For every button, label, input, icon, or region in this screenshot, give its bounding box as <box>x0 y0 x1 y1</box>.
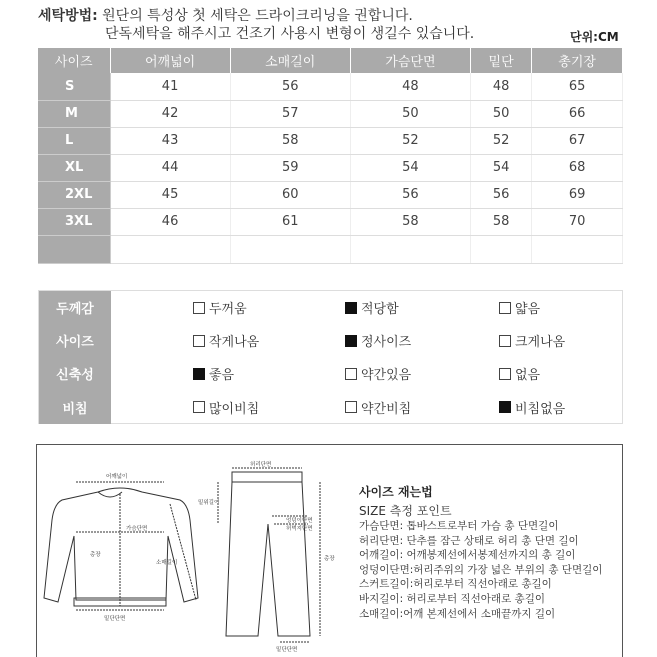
feel-option <box>345 291 399 324</box>
table-row <box>38 154 623 181</box>
feel-option <box>345 390 411 424</box>
table-cell: 58 <box>350 208 470 235</box>
sweater-label-length: 총장 <box>90 552 101 558</box>
table-cell: 66 <box>532 100 623 127</box>
table-cell <box>470 235 531 263</box>
row-size: M <box>38 100 110 127</box>
table-cell: 54 <box>470 154 531 181</box>
feel-row-sheer <box>39 390 622 424</box>
guide-line: 엉덩이단면:허리주위의 가장 넓은 부위의 총 단면길이 <box>359 563 603 576</box>
col-chest: 가슴단면 <box>350 48 470 73</box>
table-cell: 61 <box>230 208 350 235</box>
table-cell: 56 <box>230 73 350 100</box>
checkbox-icon <box>193 401 205 413</box>
feel-option-text: 적당함 <box>361 302 399 317</box>
sweater-label-chest: 가슴단면 <box>126 526 148 532</box>
row-size: S <box>38 73 110 100</box>
sweater-label-hem: 밑단단면 <box>104 616 126 622</box>
feel-option <box>499 324 565 357</box>
feel-option <box>345 357 411 390</box>
col-length: 총기장 <box>532 48 623 73</box>
feel-option-text: 비침없음 <box>515 401 566 417</box>
table-cell: 44 <box>110 154 230 181</box>
checkbox-icon <box>345 302 357 314</box>
sweater-label-sleeve: 소매길이 <box>156 560 178 566</box>
feel-option <box>499 357 540 390</box>
table-row <box>38 73 623 100</box>
pants-label-hem: 밑단단면 <box>276 647 298 653</box>
table-cell: 41 <box>110 73 230 100</box>
table-cell: 48 <box>350 73 470 100</box>
row-size: L <box>38 127 110 154</box>
feel-option <box>193 291 247 324</box>
table-cell: 42 <box>110 100 230 127</box>
table-row <box>38 181 623 208</box>
pants-label-waist: 허리단면 <box>250 462 272 468</box>
measurement-diagram <box>40 460 350 655</box>
checkbox-icon <box>193 335 205 347</box>
guide-line: 소매길이:어깨 본제선에서 소매끝까지 길이 <box>359 607 556 620</box>
feel-option <box>499 291 540 324</box>
feel-option-text: 많이비침 <box>209 401 260 417</box>
feel-option-text: 정사이즈 <box>361 335 412 350</box>
guide-line: 스커트길이:허리로부터 직선아래로 총길이 <box>359 578 552 591</box>
table-cell <box>110 235 230 263</box>
feel-label: 두께감 <box>39 291 111 324</box>
table-cell: 43 <box>110 127 230 154</box>
guide-line: 허리단면: 단추를 잠근 상태로 허리 총 단면 길이 <box>359 534 579 547</box>
table-cell <box>230 235 350 263</box>
checkbox-icon <box>499 335 511 347</box>
feel-option-text: 얇음 <box>515 302 541 317</box>
sweater-label-shoulder: 어깨넓이 <box>106 474 128 480</box>
table-cell: 58 <box>470 208 531 235</box>
table-cell <box>532 235 623 263</box>
checkbox-icon <box>345 335 357 347</box>
table-row <box>38 127 623 154</box>
feel-option-text: 좋음 <box>209 368 235 383</box>
feel-option <box>499 390 565 424</box>
guide-line: 가슴단면: 톱바스트로부터 가슴 총 단면길이 <box>359 520 559 532</box>
sweater-illustration <box>44 482 198 610</box>
table-cell: 54 <box>350 154 470 181</box>
size-table <box>38 48 623 264</box>
care-note-line1 <box>38 6 413 26</box>
col-hem: 밑단 <box>470 48 531 73</box>
feel-option <box>193 357 234 390</box>
col-sleeve: 소매길이 <box>230 48 350 73</box>
col-size: 사이즈 <box>38 48 110 73</box>
unit-label: 단위:CM <box>570 30 619 44</box>
pants-label-rise: 밑위길이 <box>198 500 220 506</box>
checkbox-icon <box>345 401 357 413</box>
table-cell: 52 <box>470 127 531 154</box>
care-text-1: 원단의 특성상 첫 세탁은 드라이크리닝을 권합니다. <box>97 8 413 24</box>
feel-label: 사이즈 <box>39 324 111 357</box>
table-cell <box>350 235 470 263</box>
table-cell: 57 <box>230 100 350 127</box>
guide-line: 바지길이: 허리로부터 직선아래로 총길이 <box>359 592 545 605</box>
table-cell: 50 <box>470 100 531 127</box>
feel-option-text: 크게나옴 <box>515 335 566 350</box>
table-cell: 70 <box>532 208 623 235</box>
table-cell: 58 <box>230 127 350 154</box>
checkbox-icon <box>193 368 205 380</box>
guide-line: 어깨길이: 어깨봉제선에서봉제선까지의 총 길이 <box>359 549 576 562</box>
checkbox-icon <box>499 401 511 413</box>
feel-option-text: 약간비침 <box>361 401 412 417</box>
guide-subtitle: SIZE 측정 포인트 <box>359 504 452 518</box>
row-size: 3XL <box>38 208 110 235</box>
table-row <box>38 208 623 235</box>
pants-label-hip: 엉덩이단면 <box>286 518 313 524</box>
row-size <box>38 235 110 263</box>
guide-definitions <box>359 519 602 621</box>
checkbox-icon <box>345 368 357 380</box>
feel-option-text: 약간있음 <box>361 368 412 383</box>
feel-option <box>193 324 259 357</box>
feel-option <box>193 390 259 424</box>
feel-row-thickness <box>39 291 622 324</box>
table-row-empty <box>38 235 623 263</box>
fabric-feel-table <box>38 290 623 424</box>
feel-option <box>345 324 411 357</box>
feel-option-text: 없음 <box>515 368 541 383</box>
checkbox-icon <box>499 302 511 314</box>
table-cell: 69 <box>532 181 623 208</box>
pants-label-length: 총장 <box>324 556 335 562</box>
table-cell: 50 <box>350 100 470 127</box>
col-shoulder: 어깨넓이 <box>110 48 230 73</box>
table-cell: 56 <box>350 181 470 208</box>
feel-label: 신축성 <box>39 357 111 390</box>
table-cell: 45 <box>110 181 230 208</box>
feel-option-text: 작게나옴 <box>209 335 260 350</box>
pants-label-thigh: 허벅지단면 <box>286 526 313 532</box>
table-cell: 48 <box>470 73 531 100</box>
row-size: 2XL <box>38 181 110 208</box>
table-cell: 52 <box>350 127 470 154</box>
table-cell: 60 <box>230 181 350 208</box>
checkbox-icon <box>193 302 205 314</box>
checkbox-icon <box>499 368 511 380</box>
row-size: XL <box>38 154 110 181</box>
feel-row-size <box>39 324 622 357</box>
table-cell: 68 <box>532 154 623 181</box>
feel-option-text: 두꺼움 <box>209 302 247 317</box>
table-cell: 59 <box>230 154 350 181</box>
table-cell: 65 <box>532 73 623 100</box>
table-cell: 67 <box>532 127 623 154</box>
care-note-line2: 단독세탁을 해주시고 건조기 사용시 변형이 생길수 있습니다. <box>105 26 475 42</box>
guide-title: 사이즈 재는법 <box>359 485 433 499</box>
size-table-header <box>38 48 623 73</box>
feel-label: 비침 <box>39 390 111 424</box>
table-cell: 56 <box>470 181 531 208</box>
care-label: 세탁방법: <box>38 8 98 24</box>
table-cell: 46 <box>110 208 230 235</box>
table-row <box>38 100 623 127</box>
feel-row-stretch <box>39 357 622 390</box>
pants-illustration <box>218 468 320 642</box>
